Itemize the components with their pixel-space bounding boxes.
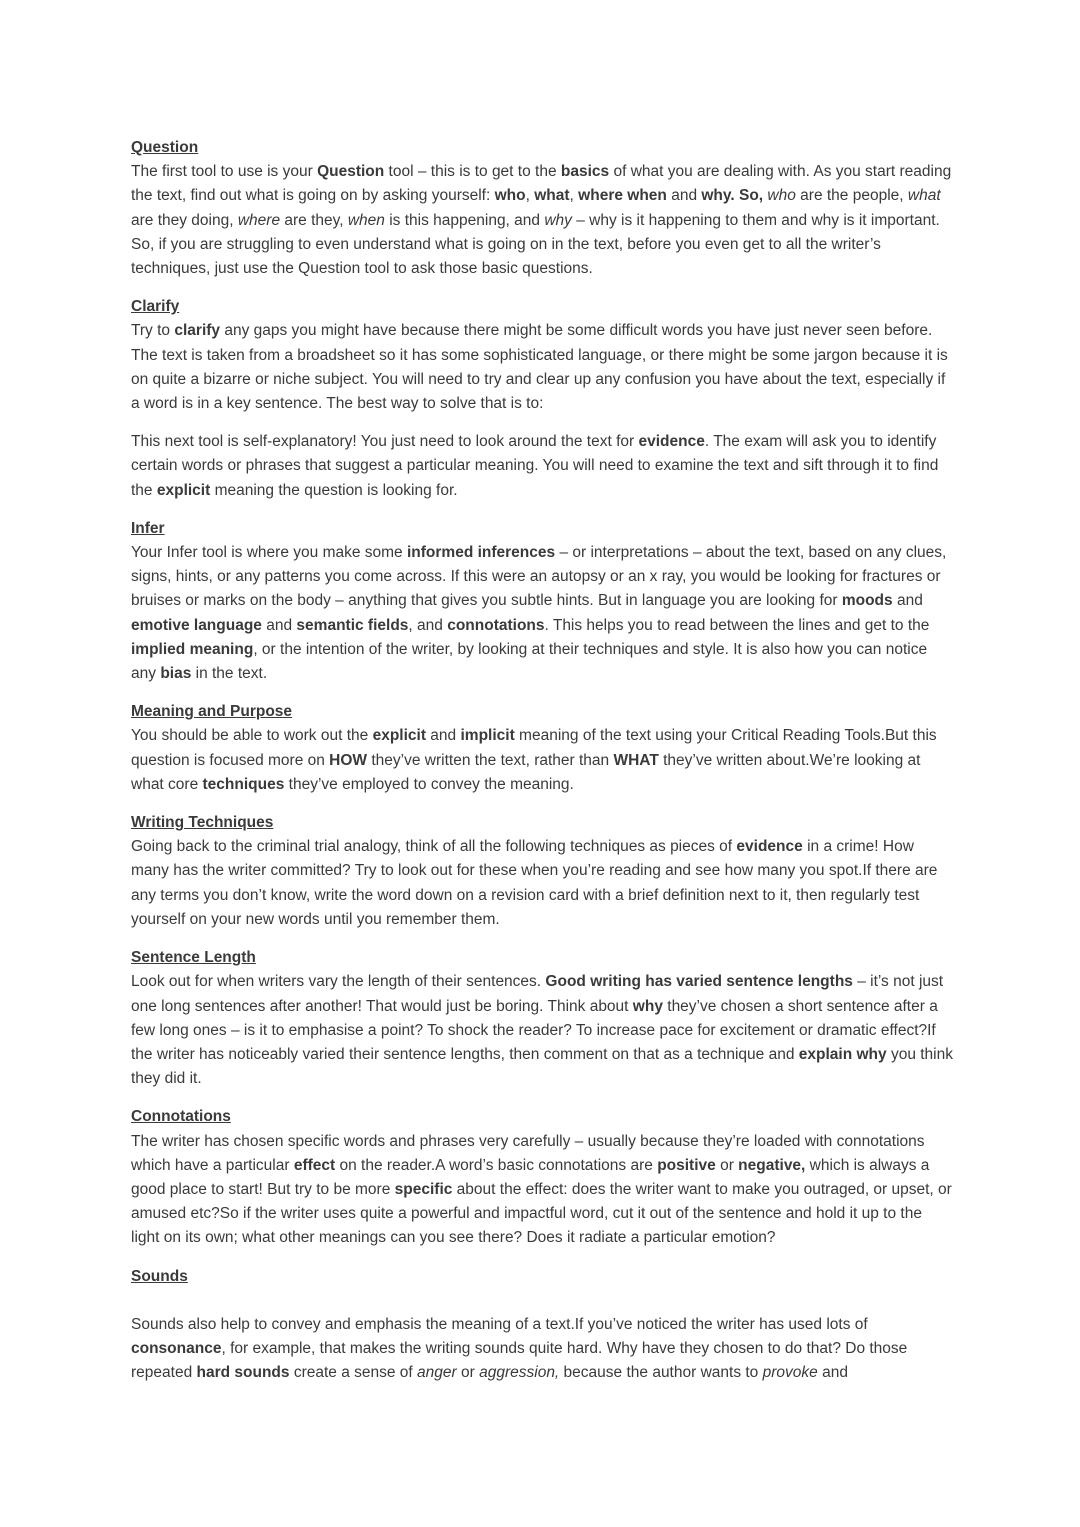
text-run: of what you are dealing with. As you start reading the text, find out what is going on by asking yourself: <box>131 163 952 205</box>
text-run: evidence <box>736 838 803 856</box>
paragraph <box>131 724 953 797</box>
paragraph <box>131 1313 953 1386</box>
text-run: they’ve written the text, rather than <box>367 751 614 769</box>
section-heading-connotations: Connotations <box>131 1108 231 1126</box>
section-heading-question: Question <box>131 139 199 156</box>
text-run: and <box>261 616 297 634</box>
section-heading-writing-techniques: Writing Techniques <box>131 814 274 832</box>
text-run: implied meaning <box>131 640 254 658</box>
text-run: , <box>525 187 535 205</box>
text-run: are they, <box>280 211 348 229</box>
text-run: and <box>817 1364 848 1382</box>
text-run: Try to <box>131 322 175 340</box>
text-run: – or interpretations – about the text, based on any clues, signs, hints, or any patterns you come across. If this were an autopsy or an x ray, you would be looking for fractures or bruises or marks on the body – anything that gives you subtle hints. But in language you are looking for <box>131 544 947 610</box>
section-heading-sentence-length: Sentence Length <box>131 949 256 967</box>
text-run: create a sense of <box>289 1364 418 1382</box>
text-run: and <box>892 592 923 610</box>
text-run: on the reader.A word’s basic connotations are <box>335 1156 658 1174</box>
text-run: Look out for when writers vary the length of their sentences. <box>131 973 546 991</box>
text-run: what <box>907 187 941 205</box>
text-run: consonance <box>131 1339 222 1357</box>
text-run: you think they did it. <box>131 1045 953 1088</box>
text-run: – it’s not just one long sentences after another! That would just be boring. Think about <box>131 973 944 1015</box>
paragraph <box>131 160 953 281</box>
text-run: are they doing, <box>131 211 238 229</box>
text-run: bias <box>160 665 192 683</box>
text-run: which is always a good place to start! But try to be more <box>131 1156 930 1198</box>
paragraph <box>131 835 953 932</box>
text-run: The first tool to use is your <box>131 163 318 181</box>
section-sounds <box>131 1265 953 1386</box>
text-run: and <box>426 727 461 745</box>
text-run: . The exam will ask you to identify certain words or phrases that suggest a particular meaning. You will need to examine the text and sift through it to find the <box>131 433 939 499</box>
paragraph <box>131 541 953 686</box>
text-run: negative, <box>738 1156 806 1174</box>
text-run: connotations <box>447 616 545 634</box>
paragraph <box>131 319 953 416</box>
text-run: positive <box>657 1156 716 1174</box>
text-run: any gaps you might have because there might be some difficult words you have just never seen before. The text is taken from a broadsheet so it has some sophisticated language, or there might be some jargon because it is on quite a bizarre or niche subject. You will need to try and clear up any confusion you have about the text, especially if a word is in a key sentence. The best way to solve that is to: <box>131 322 948 413</box>
text-run: where <box>237 211 281 229</box>
text-run: because the author wants to <box>559 1364 763 1382</box>
text-run: evidence <box>638 433 705 451</box>
text-run: and <box>666 187 702 205</box>
text-run: aggression, <box>479 1364 560 1382</box>
text-run: tool – this is to get to the <box>384 163 561 181</box>
text-run: explicit <box>372 727 426 745</box>
text-run: they’ve employed to convey the meaning. <box>284 775 574 793</box>
section-heading-sounds: Sounds <box>131 1267 188 1285</box>
text-run: HOW <box>329 751 368 769</box>
text-run: , <box>569 187 579 205</box>
text-run: , for example, that makes the writing sounds quite hard. Why have they chosen to do that? Do those repeated <box>131 1339 908 1382</box>
text-run: in the text. <box>191 665 268 683</box>
text-run: explain why <box>798 1045 887 1063</box>
paragraph <box>131 1130 953 1251</box>
text-run: effect <box>293 1156 336 1174</box>
section-clarify <box>131 295 953 503</box>
paragraph <box>131 430 953 503</box>
section-heading-clarify: Clarify <box>131 298 180 316</box>
text-run: Good writing has varied sentence lengths <box>545 973 853 991</box>
text-run: This next tool is self-explanatory! You just need to look around the text for <box>131 433 639 451</box>
text-run: emotive language <box>131 616 262 634</box>
section-heading-meaning-and-purpose: Meaning and Purpose <box>131 703 293 721</box>
text-run: meaning of the text using your Critical Reading Tools.But this question is focused more on <box>131 727 937 769</box>
text-run: Sounds also help to convey and emphasis the meaning of a text.If you’ve noticed the writer has used lots of <box>131 1315 868 1333</box>
text-run: who <box>767 187 796 205</box>
text-run: basics <box>560 163 610 181</box>
paragraph <box>131 970 953 1091</box>
section-connotations <box>131 1105 953 1250</box>
text-run: . This helps you to read between the lines and get to the <box>544 616 930 634</box>
text-run: provoke <box>762 1364 818 1382</box>
text-run: why. So, <box>701 187 764 205</box>
text-run: WHAT <box>613 751 659 769</box>
text-run: why <box>632 997 663 1015</box>
text-run: Your Infer tool is where you make some <box>131 544 407 562</box>
text-run: techniques <box>202 775 285 793</box>
document-content <box>131 136 953 1399</box>
text-run: anger <box>417 1364 457 1382</box>
text-run: is this happening, and <box>384 211 545 229</box>
text-run: Question <box>317 163 385 181</box>
text-run: they’ve written about.We’re looking at what core <box>131 751 921 793</box>
text-run: where when <box>578 187 667 205</box>
text-run: clarify <box>174 322 221 340</box>
text-run: You should be able to work out the <box>131 727 373 745</box>
text-run: specific <box>394 1180 453 1198</box>
text-run: hard sounds <box>196 1364 290 1382</box>
section-question <box>131 136 953 281</box>
section-sentence-length <box>131 946 953 1091</box>
text-run: , and <box>408 616 448 634</box>
section-heading-infer: Infer <box>131 519 165 537</box>
text-run: they’ve chosen a short sentence after a few long ones – is it to emphasise a point? To shock the reader? To increase pace for excitement or dramatic effect?If the writer has noticeably varied their sentence lengths, then comment on that as a technique and <box>131 997 938 1063</box>
text-run: who <box>494 187 526 205</box>
section-meaning-and-purpose <box>131 700 953 797</box>
text-run: moods <box>841 592 893 610</box>
text-run: The writer has chosen specific words and phrases very carefully – usually because they’re loaded with connotations which have a particular <box>131 1132 925 1174</box>
text-run: , or the intention of the writer, by looking at their techniques and style. It is also how you can notice any <box>131 640 928 683</box>
text-run: or <box>715 1156 739 1174</box>
text-run: explicit <box>156 481 211 499</box>
text-run: or <box>456 1364 480 1382</box>
text-run: semantic fields <box>296 616 409 634</box>
text-run: what <box>534 187 570 205</box>
text-run: informed inferences <box>406 544 556 562</box>
text-run: why <box>544 211 572 229</box>
text-run: when <box>347 211 385 229</box>
section-infer <box>131 517 953 686</box>
text-run: are the people, <box>795 187 908 205</box>
text-run: Going back to the criminal trial analogy, think of all the following techniques as pieces of <box>131 838 737 856</box>
text-run: meaning the question is looking for. <box>210 481 458 499</box>
section-writing-techniques <box>131 811 953 932</box>
text-run: in a crime! How many has the writer committed? Try to look out for these when you’re reading and see how many you spot.If there are any terms you don’t know, write the word down on a revision card with a brief definition next to it, then regularly test yourself on your new words until you remember them. <box>131 838 938 928</box>
text-run: implicit <box>460 727 515 745</box>
text-run: – why is it happening to them and why is it important. So, if you are struggling to even understand what is going on in the text, before you even get to all the writer’s techniques, just use the Question tool to ask those basic questions. <box>131 211 940 278</box>
text-run: about the effect: does the writer want to make you outraged, or upset, or amused etc?So if the writer uses quite a powerful and impactful word, cut it out of the sentence and hold it up to the light on its own; what other meanings can you see there? Does it radiate a particular emotion? <box>131 1180 952 1247</box>
